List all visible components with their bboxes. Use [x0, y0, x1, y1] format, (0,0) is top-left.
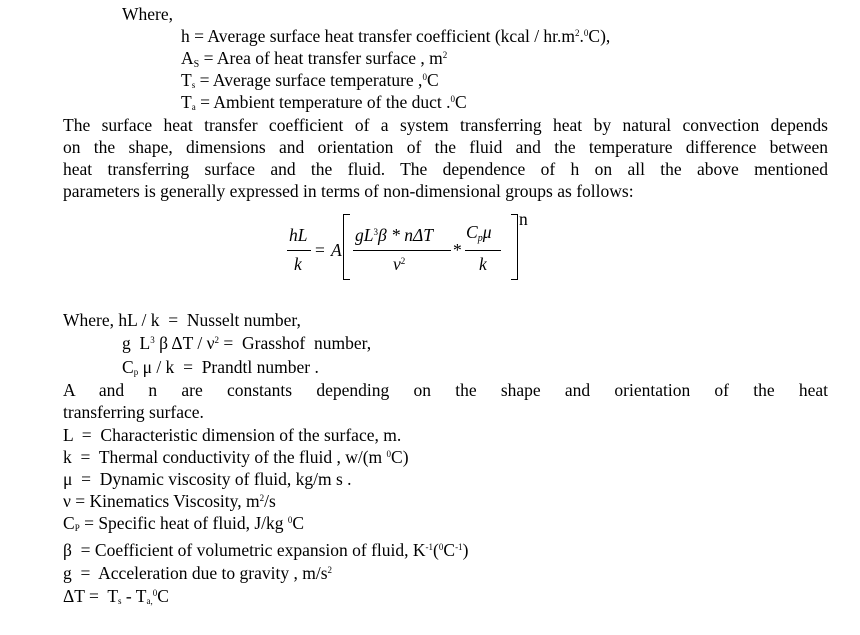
formula-grashof-numerator: $gL^3\beta$ * nΔT	[355, 225, 433, 245]
formula-lhs-denominator: k	[294, 254, 302, 274]
formula-exponent: n	[519, 209, 528, 229]
paragraph-line-4: parameters is generally expressed in terms of non-dimensional groups as follows:	[63, 181, 634, 201]
symbol-l: L = Characteristic dimension of the surface, m.	[63, 425, 402, 445]
symbol-beta: β = Coefficient of volumetric expansion of fluid, $K^{-1}(^0C^{-1})$	[63, 540, 469, 560]
constants-line-1: A and n are constants depending on the shape and orientation of the heat	[63, 380, 828, 400]
formula-constant-a: A	[331, 240, 342, 260]
symbol-delta-t: $\Delta T = T_s - T_{a,}^0C$	[63, 586, 169, 606]
symbol-g: g = Acceleration due to gravity , $m/s^2$	[63, 563, 333, 583]
grashof-definition: g $L^3$ β ΔT / $\nu^2$ = Grasshof number,	[122, 333, 372, 353]
formula-right-bracket	[511, 214, 518, 280]
formula-lhs-numerator: hL	[289, 225, 308, 245]
paragraph-line-1: The surface heat transfer coefficient of a system transferring heat by natural convection depends	[63, 115, 828, 135]
symbol-cp: $C_P$ = Specific heat of fluid, J/kg $^0$C	[63, 513, 305, 533]
nusselt-definition: Where, hL / k = Nusselt number,	[63, 310, 301, 330]
symbol-k: k = Thermal conductivity of the fluid , w/(m $^0$C)	[63, 447, 409, 467]
formula-lhs-bar	[287, 250, 311, 251]
formula-left-bracket	[343, 214, 350, 280]
symbol-mu: μ = Dynamic viscosity of fluid, kg/m s .	[63, 469, 352, 489]
formula-prandtl-denominator: k	[479, 254, 487, 274]
formula-prandtl-numerator: $C_p\mu$	[466, 222, 492, 244]
nusselt-correlation-formula	[283, 210, 543, 290]
formula-multiply: *	[453, 240, 462, 260]
formula-grashof-denominator: $\nu^2$	[393, 254, 406, 274]
symbol-nu: ν = Kinematics Viscosity, $m^2/s$	[63, 491, 276, 511]
formula-prandtl-bar	[465, 250, 501, 251]
formula-grashof-bar	[353, 250, 451, 251]
def-h: h = Average surface heat transfer coefficient (kcal / $hr.m^2.^0C$),	[181, 26, 611, 46]
def-ta: $T_a$ = Ambient temperature of the duct .$^0$C	[181, 92, 467, 112]
paragraph-line-2: on the shape, dimensions and orientation of the fluid and the temperature difference between	[63, 137, 828, 157]
def-as: $A_S$ = Area of heat transfer surface , $m^2$	[181, 48, 448, 70]
where-label: Where,	[122, 4, 174, 24]
paragraph-line-3: heat transferring surface and the fluid. The dependence of h on all the above mentioned	[63, 159, 828, 179]
def-ts: $T_s$ = Average surface temperature ,$^0$C	[181, 70, 439, 90]
formula-equals: =	[315, 240, 325, 260]
prandtl-definition: $C_p$ μ / k = Prandtl number .	[122, 357, 319, 377]
constants-line-2: transferring surface.	[63, 402, 204, 422]
